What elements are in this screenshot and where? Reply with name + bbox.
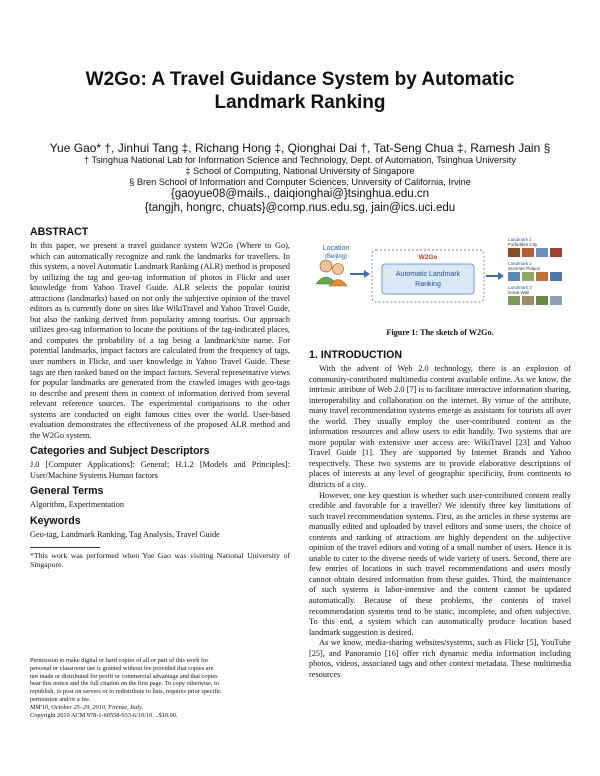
location-label: Location (322, 245, 350, 252)
landmark-2-label: Landmark 2 (508, 261, 532, 266)
output-arrowhead (498, 272, 504, 280)
landmark-thumb (550, 296, 562, 305)
landmark-thumb (536, 296, 548, 305)
paper-title (60, 68, 540, 114)
left-column (30, 226, 290, 570)
permission-line: personal or classroom use is granted without fee provided that copies are (30, 664, 214, 672)
footnote-rule (30, 547, 100, 548)
landmark-thumb (536, 272, 548, 281)
landmark-thumb (522, 296, 534, 305)
author-list: Yue Gao* †, Jinhui Tang ‡, Richang Hong ‡, Qionghai Dai †, Tat-Seng Chua ‡, Ramesh Jain § (49, 141, 551, 155)
permission-line: bear this notice and the full citation on the first page. To copy otherwise, to (30, 680, 219, 688)
permission-line: not made or distributed for profit or commercial advantage and that copies (30, 672, 218, 680)
intro-paragraph: With the advent of Web 2.0 technology, there is an explosion of community-contributed multimedia content available online. As we know, the intrinsic attribute of Web 2.0 [7] is to facilitate interactive information sharing, interoperability and collaboration on the internet. By virtue of the attribute, many travel recommendation systems emerge as assistants for tourists all over the world. They usually employ the user-contributed content as the information resources and allow users to edit handily. Two systems that are more popular with extensive user access are: WikiTravel [23] and Yahoo Travel Guide [1]. They are supported by Internet Brands and Yahoo respectively. These two systems are to provide elaborative descriptions of places of interests at any level of geographic specificity, from continents to districts of a city. (309, 364, 571, 490)
landmark-1-sublabel: Forbidden City (508, 242, 538, 247)
landmark-thumb (508, 248, 520, 257)
landmark-3-sublabel: Great Wall (508, 290, 530, 295)
general-terms-body: Algorithm, Experimentation (30, 500, 125, 510)
general-terms-heading: General Terms (30, 485, 104, 498)
introduction-section (309, 349, 571, 680)
landmark-thumb (508, 272, 520, 281)
categories-heading: Categories and Subject Descriptors (30, 445, 210, 458)
users-icon (316, 260, 347, 286)
w2go-label: W2Go (418, 254, 438, 261)
landmark-3-label: Landmark 3 (508, 285, 532, 290)
permission-line: permission and/or a fee. (30, 695, 91, 703)
alr-box-label-2: Ranking (415, 281, 441, 288)
abstract-body: In this paper, we present a travel guidance system W2Go (Where to Go), which can automatically recognize and rank the landmarks for travellers. In this system, a novel Automatic Landmark Ranking (ALR) method is proposed by utilizing the tag and geo-tag information of photos in Flickr and user knowledge from Yahoo Travel Guide. ALR selects the popular tourist attractions (landmarks) based on not only the subjective opinion of the travel editors as is currently done on sites like WikiTravel and Yahoo Travel Guide, but also the ranking derived from popularity among tourists. Our approach utilizes geo-tag information to locate the positions of the tag-indicated places, and computes the probability of a tag being a landmark/site name. For potential landmarks, impact factors are calculated from the frequency of tags, user numbers in Flickr, and user knowledge in Yahoo Travel Guide. These tags are then ranked based on the impact factors. Several representative views for popular landmarks are generated from the crawled images with geo-tags to describe and present them in context of information derived from several relevant reference sources. The experimental comparisons to the other systems are conducted on eight famous cities over the world. User-based evaluation demonstrates the effectiveness of the proposed ALR method and the W2Go system. (30, 241, 290, 440)
input-arrowhead (364, 270, 370, 278)
keywords-heading: Keywords (30, 515, 81, 528)
permission-copyright: Copyright 2010 ACM 978-1-60558-933-6/10/10 ...$10.00. (30, 711, 178, 719)
figure-caption: Figure 1: The sketch of W2Go. (386, 328, 494, 337)
landmark-results (508, 237, 562, 305)
permission-line: Permission to make digital or hard copies of all or part of this work for (30, 657, 209, 664)
title-line-2: Landmark Ranking (214, 92, 386, 113)
affiliation-1: † Tsinghua National Lab for Information Science and Technology, Dept. of Automation, Tsinghua University (84, 155, 516, 165)
location-sublabel: (Beijing) (324, 254, 348, 260)
footnote: *This work was performed when Yue Gao was visiting National University of Singapore. (30, 550, 290, 570)
landmark-2-sublabel: Summer Palace (508, 266, 541, 271)
intro-paragraph: However, one key question is whether such user-contributed content really credible and favorable for a traveller? We identify three key limitations of such travel recommendation systems. First, as the articles in these systems are manually edited and uploaded by travel editors and some users, the choice of contents and ranking of attractions are highly dependent on the subjective opinion of the travel editors and voting of a small number of users. Hence it is unable to cater to the diverse needs of wide variety of users. Second, there are few entries of locations in such travel recommendations and users mostly cannot obtain desired information from these guides. Third, the maintenance of such systems is labor-intensive and the content cannot be updated automatically. Because of these problems, the contents of travel recommendation systems tend to be static, incomplete, and often subjective. To this end, a system which can automatically produce location based landmark suggestion is desired. (309, 490, 571, 637)
abstract-heading: ABSTRACT (30, 226, 89, 238)
email-line-1: {gaoyue08@mails., daiqionghai@}tsinghua.edu.cn (170, 188, 429, 200)
permission-conference: MM'10, October 25–29, 2010, Firenze, Italy. (30, 703, 144, 711)
affiliation-2: ‡ School of Computing, National University of Singapore (185, 166, 415, 176)
landmark-thumb (550, 248, 562, 257)
keywords-body: Geo-tag, Landmark Ranking, Tag Analysis, Travel Guide (30, 530, 220, 540)
categories-body: J.0 [Computer Applications]: General; H.1.2 [Models and Principles]: User/Machine Systems Human factors (30, 460, 290, 480)
title-line-1: W2Go: A Travel Guidance System by Automatic (85, 69, 515, 90)
introduction-heading: 1. INTRODUCTION (309, 349, 402, 361)
intro-paragraph: As we know, media-sharing websites/systems, such as Flickr [5], YouTube [25], and Panoramio [16] offer rich dynamic media information including photos, videos, associated tags and other context metadata. These multimedia resources (309, 638, 571, 679)
landmark-thumb (522, 272, 534, 281)
landmark-thumb (536, 248, 548, 257)
permission-block (30, 657, 288, 719)
landmark-thumb (522, 248, 534, 257)
alr-box-label-1: Automatic Landmark (395, 271, 461, 278)
landmark-thumb (508, 296, 520, 305)
alr-box (382, 264, 474, 294)
landmark-1-label: Landmark 1 (508, 237, 532, 242)
affiliation-3: § Bren School of Information and Computer Sciences, University of California, Irvine (129, 177, 471, 187)
email-line-2: {tangjh, hongrc, chuats}@comp.nus.edu.sg, jain@ics.uci.edu (144, 202, 456, 214)
permission-line: republish, to post on servers or to redistribute to lists, requires prior specific (30, 688, 221, 696)
figure-1 (312, 236, 570, 312)
landmark-thumb (550, 272, 562, 281)
